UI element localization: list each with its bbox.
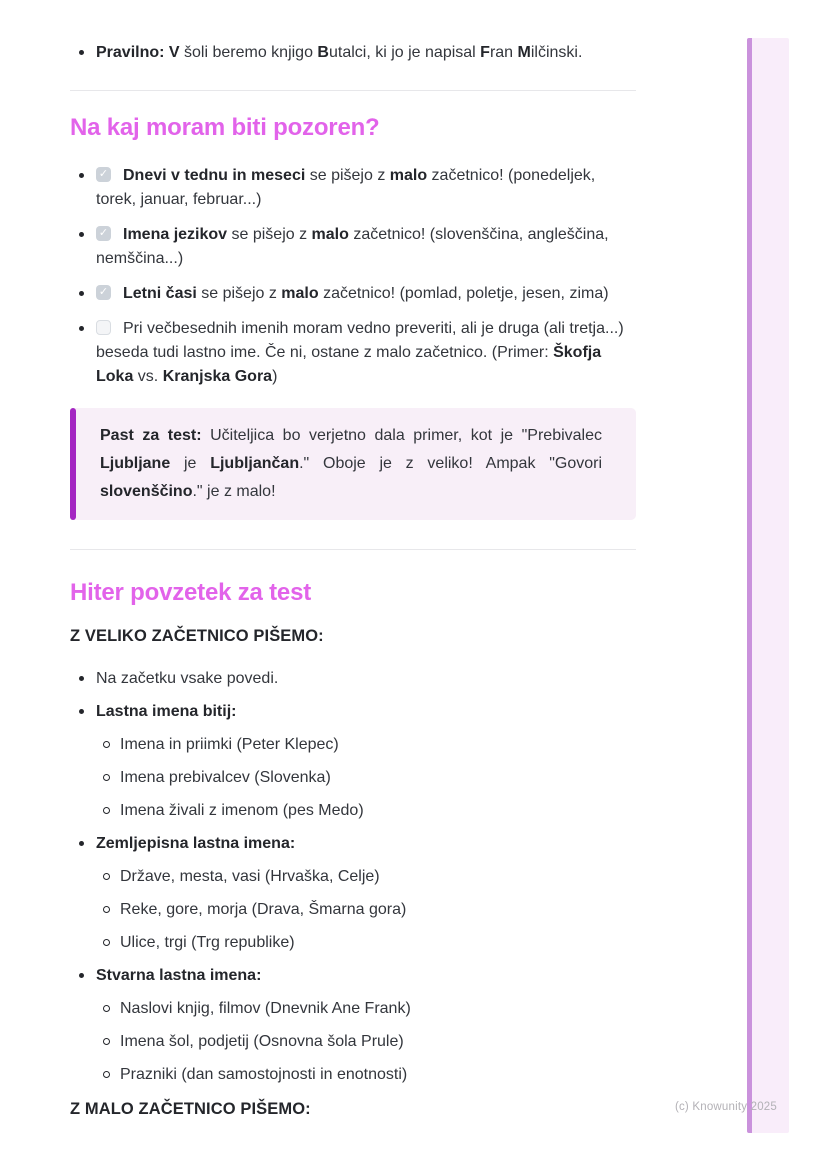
- sub-list-item-text: Reke, gore, morja (Drava, Šmarna gora): [120, 901, 407, 918]
- list-item-text: Stvarna lastna imena:: [96, 967, 262, 984]
- sub-list-item: [70, 799, 636, 823]
- checklist-item: [70, 223, 636, 271]
- list-item-text: Zemljepisna lastna imena:: [96, 835, 296, 852]
- checklist-item-text: Dnevi v tednu in meseci se pišejo z malo začetnico! (ponedeljek, torek, januar, februar...): [96, 167, 596, 208]
- list-item: [70, 667, 636, 691]
- sub-list-item-text: Ulice, trgi (Trg republike): [120, 934, 295, 951]
- checkbox-icon[interactable]: [96, 167, 111, 182]
- section-heading-pozoren: Na kaj moram biti pozoren?: [70, 114, 380, 141]
- checkbox-icon[interactable]: [96, 285, 111, 300]
- checkbox-icon[interactable]: [96, 320, 111, 335]
- summary-list: [70, 667, 636, 1087]
- section-heading-povzetek: Hiter povzetek za test: [70, 579, 312, 606]
- subheading-malo: Z MALO ZAČETNICO PIŠEMO:: [70, 1100, 311, 1118]
- list-item: [70, 964, 636, 988]
- checklist-item-text: Imena jezikov se pišejo z malo začetnico! (slovenščina, angleščina, nemščina...): [96, 226, 609, 267]
- subheading-veliko: Z VELIKO ZAČETNICO PIŠEMO:: [70, 627, 324, 645]
- checklist-item-text: Letni časi se pišejo z malo začetnico! (pomlad, poletje, jesen, zima): [123, 285, 609, 302]
- checklist-item: [70, 317, 636, 389]
- sub-list-item: [70, 865, 636, 889]
- callout-past-za-test: [70, 408, 636, 520]
- sub-list-item: [70, 931, 636, 955]
- callout-text: Past za test: Učiteljica bo verjetno dala primer, kot je "Prebivalec Ljubljane je Ljubljančan." Oboje je z veliko! Ampak "Govori slovenščino." je z malo!: [100, 427, 603, 500]
- list-item: [70, 700, 636, 724]
- list-item: [70, 832, 636, 856]
- sub-list: [70, 865, 636, 955]
- scroll-indicator[interactable]: [747, 38, 789, 1133]
- sub-list-item: [70, 1063, 636, 1087]
- list-item-intro: [70, 41, 636, 65]
- checklist: [70, 164, 636, 389]
- sub-list-item-text: Imena prebivalcev (Slovenka): [120, 769, 331, 786]
- sub-list-item: [70, 997, 636, 1021]
- sub-list-item: [70, 1030, 636, 1054]
- sub-list-item-text: Imena in priimki (Peter Klepec): [120, 736, 339, 753]
- checklist-item: [70, 282, 636, 306]
- sub-list: [70, 733, 636, 823]
- sub-list-item: [70, 766, 636, 790]
- list-item-text: Na začetku vsake povedi.: [96, 670, 279, 687]
- sub-list: [70, 997, 636, 1087]
- sub-list-item-text: Naslovi knjig, filmov (Dnevnik Ane Frank): [120, 1000, 411, 1017]
- intro-text: Pravilno: V šoli beremo knjigo Butalci, ki jo je napisal Fran Milčinski.: [96, 44, 583, 61]
- sub-list-item-text: Prazniki (dan samostojnosti in enotnosti): [120, 1066, 408, 1083]
- watermark-text: (c) Knowunity 2025: [674, 1101, 777, 1113]
- checklist-item: [70, 164, 636, 212]
- sub-list-item-text: Imena živali z imenom (pes Medo): [120, 802, 364, 819]
- checklist-item-text: Pri večbesednih imenih moram vedno preveriti, ali je druga (ali tretja...) beseda tudi lastno ime. Če ni, ostane z malo začetnico. (Primer: Škofja Loka vs. Kranjska Gora): [96, 320, 624, 385]
- sub-list-item: [70, 898, 636, 922]
- list-item-text: Lastna imena bitij:: [96, 703, 237, 720]
- document-page: [70, 0, 636, 1120]
- sub-list-item: [70, 733, 636, 757]
- sub-list-item-text: Imena šol, podjetij (Osnovna šola Prule): [120, 1033, 404, 1050]
- sub-list-item-text: Države, mesta, vasi (Hrvaška, Celje): [120, 868, 380, 885]
- divider: [70, 90, 636, 91]
- checkbox-icon[interactable]: [96, 226, 111, 241]
- divider: [70, 549, 636, 550]
